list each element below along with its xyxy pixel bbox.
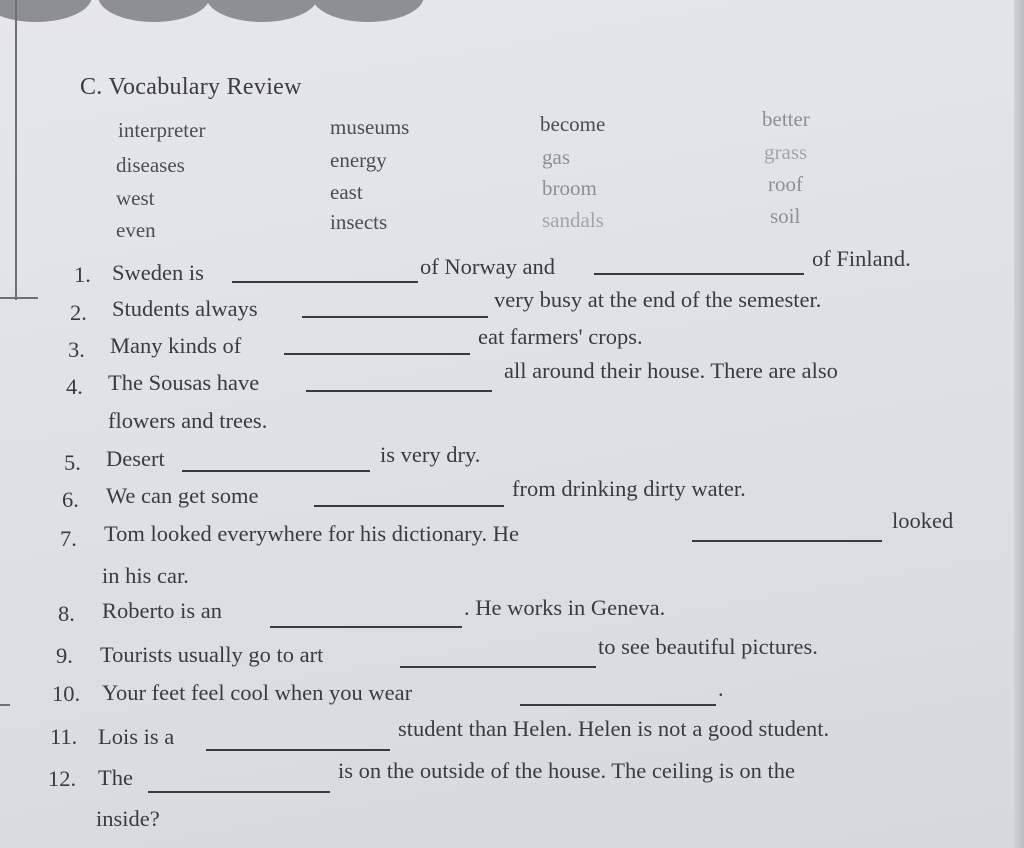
word-bank-item: grass — [764, 140, 808, 164]
item-text: Roberto is an — [102, 598, 222, 623]
answer-blank[interactable] — [206, 749, 390, 751]
item-text: . — [718, 676, 724, 701]
section-title: C. Vocabulary Review — [80, 74, 302, 100]
word-bank-item: better — [762, 107, 810, 131]
item-text: Many kinds of — [110, 333, 242, 358]
word-bank-item: museums — [330, 115, 410, 139]
word-bank-item: west — [116, 186, 155, 210]
item-text: inside? — [96, 806, 160, 831]
item-text: of Finland. — [812, 246, 911, 271]
answer-blank[interactable] — [400, 666, 596, 668]
item-text: flowers and trees. — [108, 408, 268, 433]
item-text: Tom looked everywhere for his dictionary. He — [104, 521, 519, 546]
answer-blank[interactable] — [182, 470, 370, 472]
answer-blank[interactable] — [594, 273, 804, 275]
item-text: We can get some — [106, 483, 259, 508]
item-number: 5. — [64, 450, 81, 475]
item-number: 12. — [48, 766, 77, 791]
margin-line — [15, 0, 17, 300]
item-text: from drinking dirty water. — [512, 476, 746, 501]
item-text: student than Helen. Helen is not a good student. — [398, 716, 830, 741]
item-number: 3. — [68, 337, 85, 362]
margin-tick — [0, 297, 38, 299]
word-bank-item: soil — [770, 204, 801, 228]
answer-blank[interactable] — [148, 791, 330, 793]
word-bank-item: roof — [768, 172, 803, 196]
word-bank-item: diseases — [116, 153, 185, 177]
answer-blank[interactable] — [284, 353, 470, 355]
item-text: Desert — [106, 446, 165, 471]
item-number: 4. — [66, 374, 83, 399]
item-text: Your feet feel cool when you wear — [102, 680, 413, 705]
item-number: 1. — [74, 262, 91, 287]
item-text: Sweden is — [112, 260, 204, 285]
item-text: eat farmers' crops. — [478, 324, 643, 349]
decorative-shape — [206, 0, 318, 22]
answer-blank[interactable] — [306, 390, 492, 392]
item-number: 7. — [60, 526, 77, 551]
word-bank-item: even — [116, 218, 156, 242]
item-text: to see beautiful pictures. — [598, 634, 818, 659]
item-text: . He works in Geneva. — [464, 595, 666, 620]
item-number: 9. — [56, 643, 73, 668]
answer-blank[interactable] — [314, 505, 504, 507]
item-text: very busy at the end of the semester. — [494, 287, 822, 312]
item-text: of Norway and — [420, 254, 555, 279]
answer-blank[interactable] — [232, 281, 418, 283]
item-number: 10. — [52, 681, 81, 706]
item-text: is on the outside of the house. The ceiling is on the — [338, 758, 796, 783]
word-bank-item: become — [540, 112, 606, 136]
item-text: in his car. — [102, 563, 189, 588]
answer-blank[interactable] — [520, 704, 716, 706]
item-text: The — [98, 765, 133, 790]
decorative-shape — [312, 0, 424, 22]
word-bank-item: sandals — [542, 208, 604, 232]
answer-blank[interactable] — [692, 540, 882, 542]
word-bank-item: interpreter — [118, 118, 206, 142]
item-text: Students always — [112, 296, 258, 321]
word-bank-item: east — [330, 180, 363, 204]
word-bank-item: broom — [542, 176, 597, 200]
item-number: 11. — [50, 724, 78, 749]
word-bank-item: energy — [330, 148, 387, 172]
decorative-shape — [0, 0, 92, 22]
decorative-shape — [98, 0, 210, 22]
item-text: Lois is a — [98, 724, 175, 749]
margin-tick — [0, 704, 10, 706]
item-text: Tourists usually go to art — [100, 642, 324, 667]
page-edge — [1014, 0, 1024, 848]
item-text: is very dry. — [380, 442, 481, 467]
item-number: 6. — [62, 487, 79, 512]
item-text: looked — [892, 508, 954, 533]
answer-blank[interactable] — [270, 626, 462, 628]
item-number: 2. — [70, 300, 87, 325]
item-text: all around their house. There are also — [504, 358, 838, 383]
item-number: 8. — [58, 601, 75, 626]
word-bank-item: gas — [542, 145, 570, 169]
item-text: The Sousas have — [108, 370, 260, 395]
word-bank-item: insects — [330, 210, 388, 234]
answer-blank[interactable] — [302, 316, 488, 318]
